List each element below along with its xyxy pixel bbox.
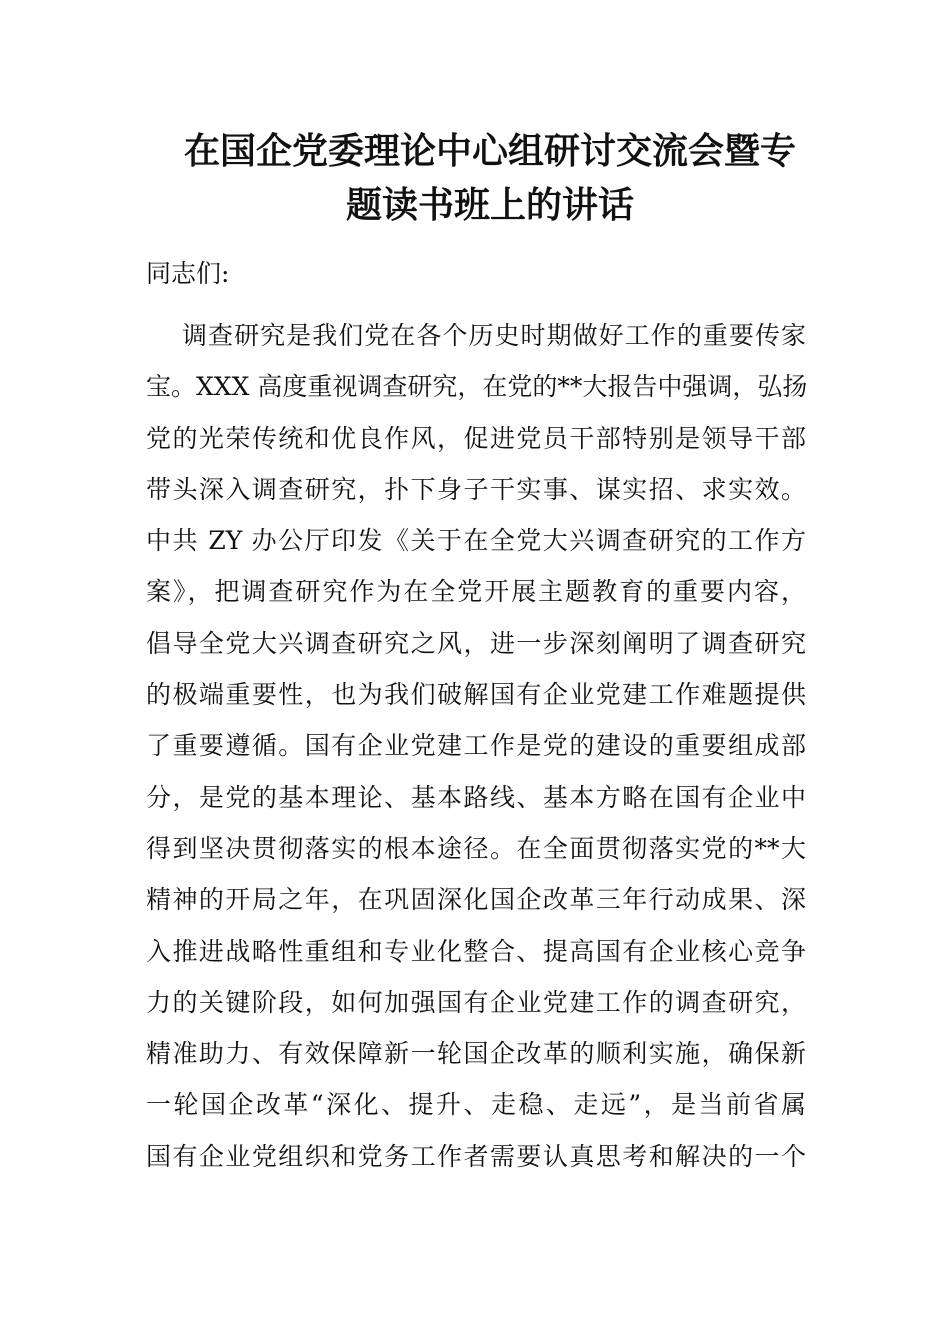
- paragraph-line: 带头深入调查研究，扑下身子干实事、谋实招、求实效。: [146, 474, 806, 504]
- title-line-1: 在国企党委理论中心组研讨交流会暨专: [183, 130, 796, 172]
- paragraph-line: 中共 ZY 办公厅印发《关于在全党大兴调查研究的工作方: [146, 526, 806, 556]
- body-paragraph: [146, 310, 806, 1182]
- paragraph-line: 入推进战略性重组和专业化整合、提高国有企业核心竞争: [146, 936, 806, 966]
- paragraph-line: 得到坚决贯彻落实的根本途径。在全面贯彻落实党的**大: [146, 833, 806, 863]
- paragraph-line: 案》，把调查研究作为在全党开展主题教育的重要内容，: [146, 577, 806, 607]
- title-line-2: 题读书班上的讲话: [345, 184, 634, 226]
- paragraph-line: 精准助力、有效保障新一轮国企改革的顺利实施，确保新: [146, 1039, 806, 1069]
- paragraph-line: 力的关键阶段，如何加强国有企业党建工作的调查研究，: [146, 987, 806, 1017]
- paragraph-line: 了重要遵循。国有企业党建工作是党的建设的重要组成部: [146, 731, 806, 761]
- paragraph-line: 党的光荣传统和优良作风，促进党员干部特别是领导干部: [146, 423, 806, 453]
- paragraph-line: 精神的开局之年，在巩固深化国企改革三年行动成果、深: [146, 885, 806, 915]
- paragraph-line: 倡导全党大兴调查研究之风，进一步深刻阐明了调查研究: [146, 628, 806, 658]
- paragraph-line: 调查研究是我们党在各个历史时期做好工作的重要传家: [182, 321, 806, 350]
- paragraph-line: 一轮国企改革“深化、提升、走稳、走远”，是当前省属: [146, 1090, 806, 1120]
- paragraph-line: 的极端重要性，也为我们破解国有企业党建工作难题提供: [146, 680, 806, 710]
- paragraph-line: 宝。XXX 高度重视调查研究，在党的**大报告中强调，弘扬: [146, 372, 808, 402]
- paragraph-line: 国有企业党组织和党务工作者需要认真思考和解决的一个: [146, 1141, 806, 1171]
- paragraph-line: 分，是党的基本理论、基本路线、基本方略在国有企业中: [146, 782, 806, 812]
- salutation: 同志们:: [146, 259, 230, 288]
- document-title: [140, 124, 840, 232]
